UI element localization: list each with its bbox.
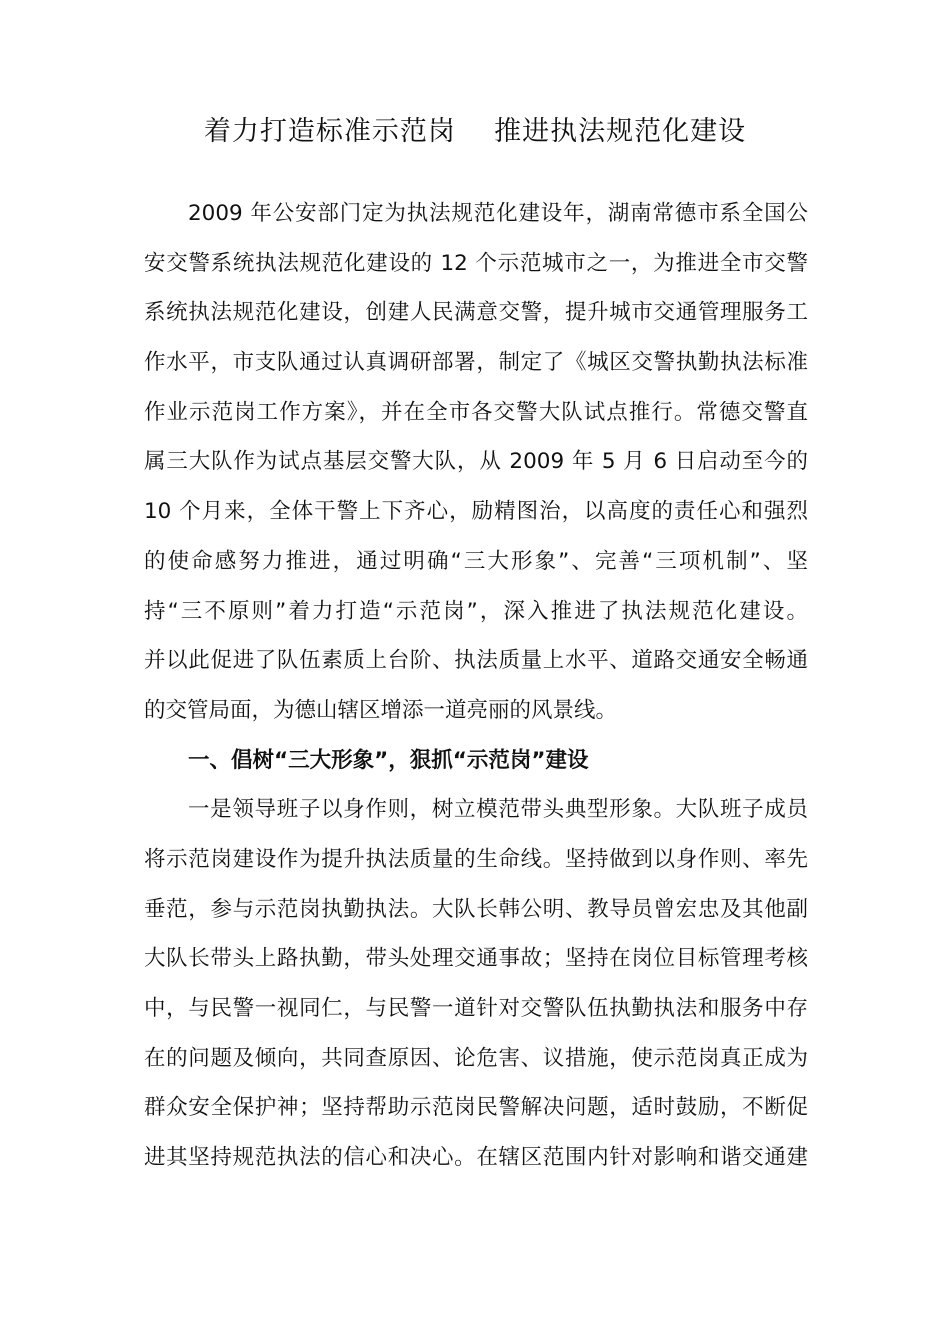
paragraph-line: 的交管局面，为德山辖区增添一道亮丽的风景线。	[144, 697, 618, 723]
paragraph-line: 一是领导班子以身作则，树立模范带头典型形象。大队班子成员	[188, 797, 808, 823]
paragraph-line: 作水平，市支队通过认真调研部署，制定了《城区交警执勤执法标准	[144, 350, 808, 376]
paragraph-line: 并以此促进了队伍素质上台阶、执法质量上水平、道路交通安全畅通	[144, 648, 808, 674]
document-body	[144, 189, 808, 1183]
paragraph-line: 垂范，参与示范岗执勤执法。大队长韩公明、教导员曾宏忠及其他副	[144, 896, 808, 922]
paragraph-line: 系统执法规范化建设，创建人民满意交警，提升城市交通管理服务工	[144, 300, 808, 326]
paragraph-line: 进其坚持规范执法的信心和决心。在辖区范围内针对影响和谐交通建	[144, 1145, 808, 1171]
paragraph-line: 在的问题及倾向，共同查原因、论危害、议措施，使示范岗真正成为	[144, 1045, 808, 1071]
paragraph-line: 大队长带头上路执勤，带头处理交通事故；坚持在岗位目标管理考核	[144, 946, 808, 972]
paragraph-line: 群众安全保护神；坚持帮助示范岗民警解决问题，适时鼓励，不断促	[144, 1095, 808, 1121]
paragraph-line: 2009 年公安部门定为执法规范化建设年，湖南常德市系全国公	[188, 201, 808, 226]
paragraph-line: 持“三不原则”着力打造“示范岗”，深入推进了执法规范化建设。	[144, 598, 808, 624]
section-heading: 一、倡树“三大形象”，狠抓“示范岗”建设	[188, 747, 589, 773]
paragraph-line: 10 个月来，全体干警上下齐心，励精图治，以高度的责任心和强烈	[144, 499, 808, 525]
paragraph-line: 作业示范岗工作方案》，并在全市各交警大队试点推行。常德交警直	[144, 399, 808, 425]
paragraph-line: 安交警系统执法规范化建设的 12 个示范城市之一，为推进全市交警	[144, 250, 808, 276]
paragraph-line: 属三大队作为试点基层交警大队，从 2009 年 5 月 6 日启动至今的	[144, 449, 808, 475]
document-title: 着力打造标准示范岗 推进执法规范化建设	[203, 116, 747, 147]
paragraph-line: 将示范岗建设作为提升执法质量的生命线。坚持做到以身作则、率先	[144, 846, 808, 872]
paragraph-line: 中，与民警一视同仁，与民警一道针对交警队伍执勤执法和服务中存	[144, 996, 808, 1021]
paragraph-line: 的使命感努力推进，通过明确“三大形象”、完善“三项机制”、坚	[144, 548, 808, 574]
